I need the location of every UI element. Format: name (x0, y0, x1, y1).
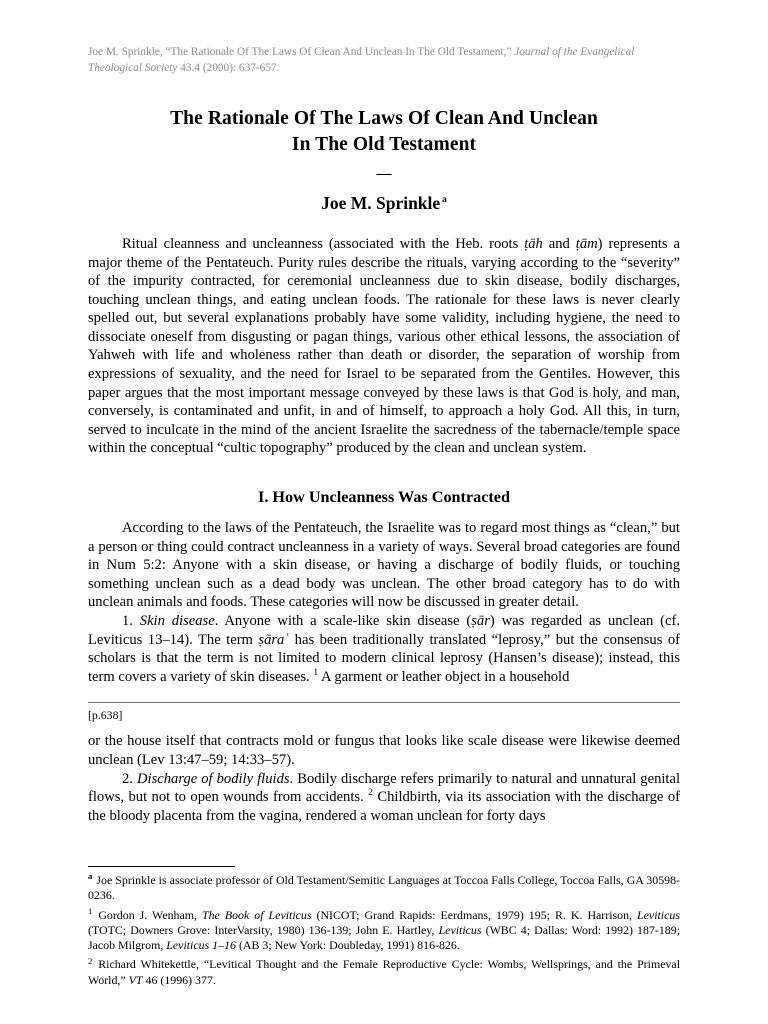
title-block (88, 106, 680, 214)
footnote-text: (AB 3; New York: Doubleday, 1991) 816-826. (235, 938, 460, 953)
author-footnote-marker: a (442, 195, 447, 206)
footnote-text: Gordon J. Wenham, (98, 907, 202, 922)
title-divider-dash: — (376, 165, 392, 182)
footnote-title-italic: Leviticus 1–16 (166, 938, 236, 953)
page-break-marker: [p.638] (88, 708, 123, 723)
abstract-paragraph (88, 235, 680, 458)
abstract-text-1: Ritual cleanness and uncleanness (associated with the Heb. roots (122, 235, 525, 252)
hebrew-term-tam: ṭām (575, 235, 598, 252)
footnote-text: Richard Whitekettle, “Levitical Thought and the Female Reproductive Cycle: Wombs, Wellsprings, and the Primeval World,” (88, 957, 680, 987)
abstract-text-2: and (542, 235, 576, 252)
footnote-entry (88, 873, 680, 904)
footnote-text: (NICOT; Grand Rapids: Eerdmans, 1979) 195; R. K. Harrison, (311, 907, 638, 922)
footnote-ref-2[interactable]: 2 (368, 787, 373, 799)
page-break-rule (88, 702, 680, 703)
footnote-text: (WBC 4; Dallas: Word: 1992) 187-189; Jacob Milgrom, (88, 922, 680, 953)
citation-journal-name: Journal of the Evangelical Theological Society (88, 46, 635, 75)
footnote-title-italic: Leviticus (438, 922, 482, 937)
footnote-title-italic: VT (128, 972, 143, 987)
footnote-ref-1[interactable]: 1 (313, 666, 319, 678)
source-citation (88, 0, 680, 76)
footnote-title-italic: Leviticus (637, 907, 680, 922)
footnote-entry (88, 905, 680, 954)
footnote-marker[interactable]: 2 (88, 955, 93, 966)
citation-text-end: 43.4 (2000): 637-657. (177, 62, 280, 75)
item-2-number: 2. (122, 770, 137, 787)
footnote-text: Joe Sprinkle is associate professor of Old Testament/Semitic Languages at Toccoa Falls College, Toccoa Falls, GA 30598-0236. (88, 873, 680, 903)
hebrew-term-tah: ṭāh (524, 235, 543, 252)
footnote-title-italic: The Book of Leviticus (202, 907, 312, 922)
footnote-marker[interactable]: a (88, 871, 93, 882)
hebrew-term-sar: ṣār (471, 613, 490, 629)
section1-item-2 (88, 770, 680, 826)
abstract-text-3: ) represents a major theme of the Pentateuch. Purity rules describe the rituals, varying according to the “severity” of the impurity contracted, for ceremonial uncleanness due to skin disease, bodily discharges, touching unclean things, and eating unclean foods. The rationale for these laws is never clearly spelled out, but several explanations probably have some validity, including hygiene, the need to dissociate oneself from disgusting or pagan things, various other ethical lessons, the association of Yahweh with life and wholeness rather than death or disorder, the separation of worship from expressions of sexuality, and the need for Israel to be separated from the Gentiles. However, this paper argues that the most important message conveyed by these laws is that God is holy, and man, conversely, is contaminated and unfit, in and of himself, to approach a holy God. All this, in turn, served to inculcate in the mind of the ancient Israelite the sacredness of the tabernacle/temple space within the conceptual “cultic topography” produced by the clean and unclean system. (88, 235, 681, 457)
section-heading-1: I. How Uncleanness Was Contracted (258, 488, 510, 507)
author-name (88, 193, 680, 214)
title-line-1: The Rationale Of The Laws Of Clean And Unclean (170, 108, 598, 130)
author-label: Joe M. Sprinkle (321, 192, 441, 213)
title-line-2: In The Old Testament (291, 133, 477, 155)
footnote-entry (88, 957, 680, 988)
item-2-title: Discharge of bodily fluids (136, 770, 290, 787)
footnote-text: 46 (1996) 377. (142, 972, 216, 987)
item-1-title: Skin disease (139, 613, 215, 629)
footnotes-section (88, 866, 680, 992)
item-1-text-a: . Anyone with a scale-like skin disease ( (214, 613, 472, 629)
section1-item-1 (88, 612, 680, 686)
footnote-separator-rule (88, 866, 235, 867)
page-title (88, 106, 680, 158)
item-1-text-d: A garment or leather object in a household (318, 668, 570, 685)
citation-text-start: Joe M. Sprinkle, “The Rationale Of The Laws Of Clean And Unclean In The Old Testament,” (88, 46, 515, 58)
item-2-text-b: Childbirth, via its association with the discharge of the bloody placenta from the vagina, rendered a woman unclean for forty days (88, 789, 680, 824)
footnote-marker[interactable]: 1 (88, 905, 93, 916)
item-1-number: 1. (122, 613, 140, 629)
item-2-text-a: . Bodily discharge refers primarily to natural and unnatural genital flows, but not to open wounds from accidents. (88, 770, 681, 806)
hebrew-term-sara: ṣāraʿ (258, 631, 290, 648)
section1-paragraph-1: According to the laws of the Pentateuch, the Israelite was to regard most things as “clean,” but a person or thing could contract uncleanness in a variety of ways. Several broad categories are found in Num 5:2: Anyone with a skin disease, or having a discharge of bodily fluids, or touching something unclean such as a dead body was unclean. The other broad category has to do with unclean animals and foods. These categories will now be discussed in greater detail. (88, 520, 680, 611)
section1-paragraph-continued: or the house itself that contracts mold or fungus that looks like scale disease were likewise deemed unclean (Lev 13:47–59; 14:33–57). (88, 733, 680, 768)
item-1-text-b: ) was regarded as unclean (cf. Leviticus 13–14). The term (88, 613, 680, 648)
footnote-list (88, 873, 680, 988)
item-1-text-c: has been traditionally translated “leprosy,” but the consensus of scholars is that the term is not limited to modern clinical leprosy (Hansen’s disease); instead, this term covers a variety of skin diseases. (88, 631, 681, 685)
footnote-text: (TOTC; Downers Grove: InterVarsity, 1980) 136-139; John E. Hartley, (88, 922, 439, 937)
